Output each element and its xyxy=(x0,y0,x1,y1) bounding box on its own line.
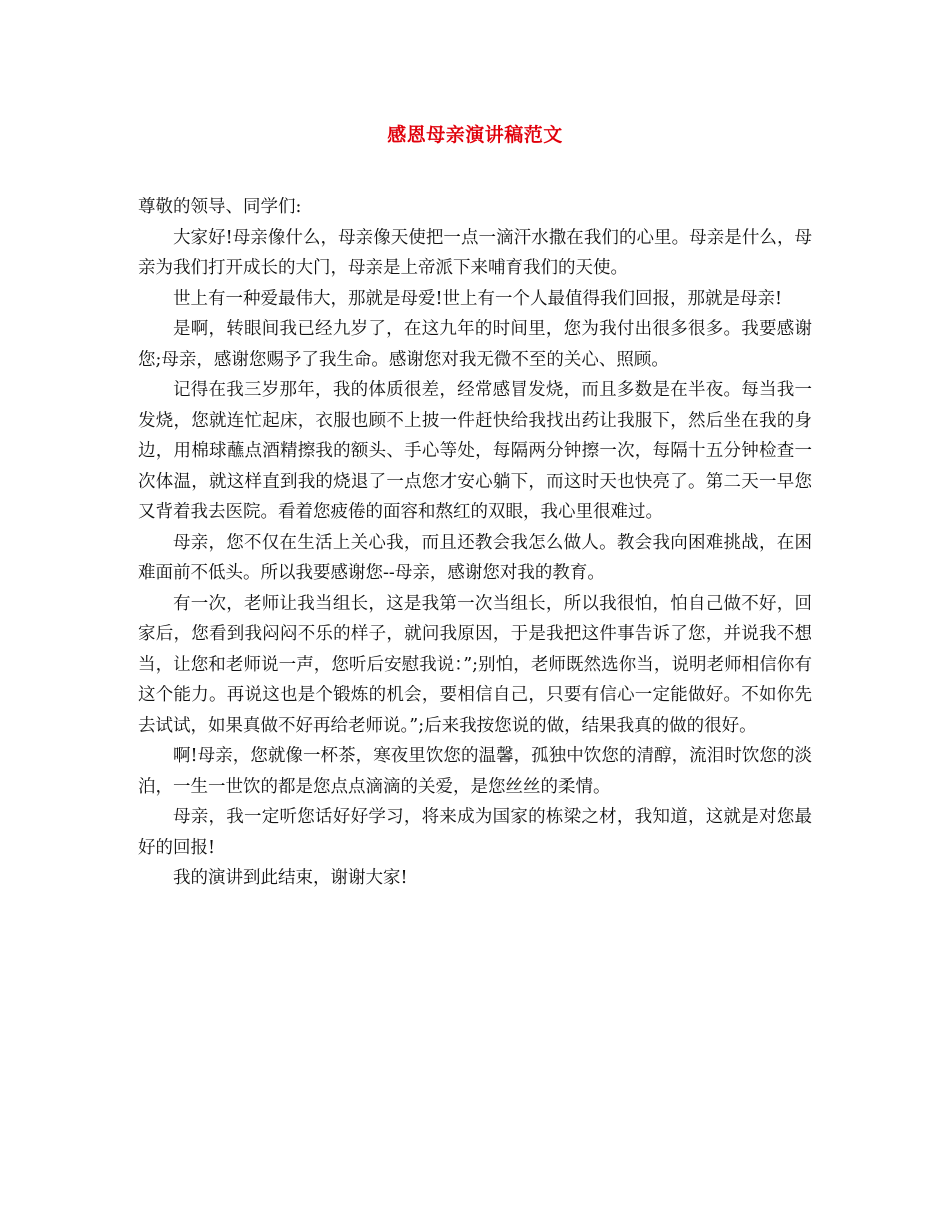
paragraph: 是啊，转眼间我已经九岁了，在这九年的时间里，您为我付出很多很多。我要感谢您;母亲，感谢您赐予了我生命。感谢您对我无微不至的关心、照顾。 xyxy=(138,319,812,370)
paragraph: 大家好!母亲像什么，母亲像天使把一点一滴汗水撒在我们的心里。母亲是什么，母亲为我们打开成长的大门，母亲是上帝派下来哺育我们的天使。 xyxy=(138,227,812,278)
paragraph: 有一次，老师让我当组长，这是我第一次当组长，所以我很怕，怕自己做不好，回家后，您看到我闷闷不乐的样子，就问我原因，于是我把这件事告诉了您，并说我不想当，让您和老师说一声，您听后安慰我说：”;别怕，老师既然选你当，说明老师相信你有这个能力。再说这也是个锻炼的机会，要相信自己，只要有信心一定能做好。不如你先去试试，如果真做不好再给老师说。”;后来我按您说的做，结果我真的做的很好。 xyxy=(138,593,812,736)
paragraph: 啊!母亲，您就像一杯茶，寒夜里饮您的温馨，孤独中饮您的清醇，流泪时饮您的淡泊，一生一世饮的都是您点点滴滴的关爱，是您丝丝的柔情。 xyxy=(138,746,812,797)
paragraph: 母亲，我一定听您话好好学习，将来成为国家的栋梁之材，我知道，这就是对您最好的回报! xyxy=(138,807,812,858)
document-title: 感恩母亲演讲稿范文 xyxy=(387,124,563,146)
paragraph: 世上有一种爱最伟大，那就是母爱!世上有一个人最值得我们回报，那就是母亲! xyxy=(173,288,783,309)
document-body xyxy=(138,192,812,894)
salutation: 尊敬的领导、同学们: xyxy=(138,197,302,217)
paragraph: 记得在我三岁那年，我的体质很差，经常感冒发烧，而且多数是在半夜。每当我一发烧，您就连忙起床，衣服也顾不上披一件赶快给我找出药让我服下，然后坐在我的身边，用棉球蘸点酒精擦我的额头、手心等处，每隔两分钟擦一次，每隔十五分钟检查一次体温，就这样直到我的烧退了一点您才安心躺下，而这时天也快亮了。第二天一早您又背着我去医院。看着您疲倦的面容和熬红的双眼，我心里很难过。 xyxy=(138,380,812,522)
paragraph: 母亲，您不仅在生活上关心我，而且还教会我怎么做人。教会我向困难挑战，在困难面前不低头。所以我要感谢您--母亲，感谢您对我的教育。 xyxy=(138,532,812,583)
paragraph: 我的演讲到此结束，谢谢大家! xyxy=(173,868,408,888)
